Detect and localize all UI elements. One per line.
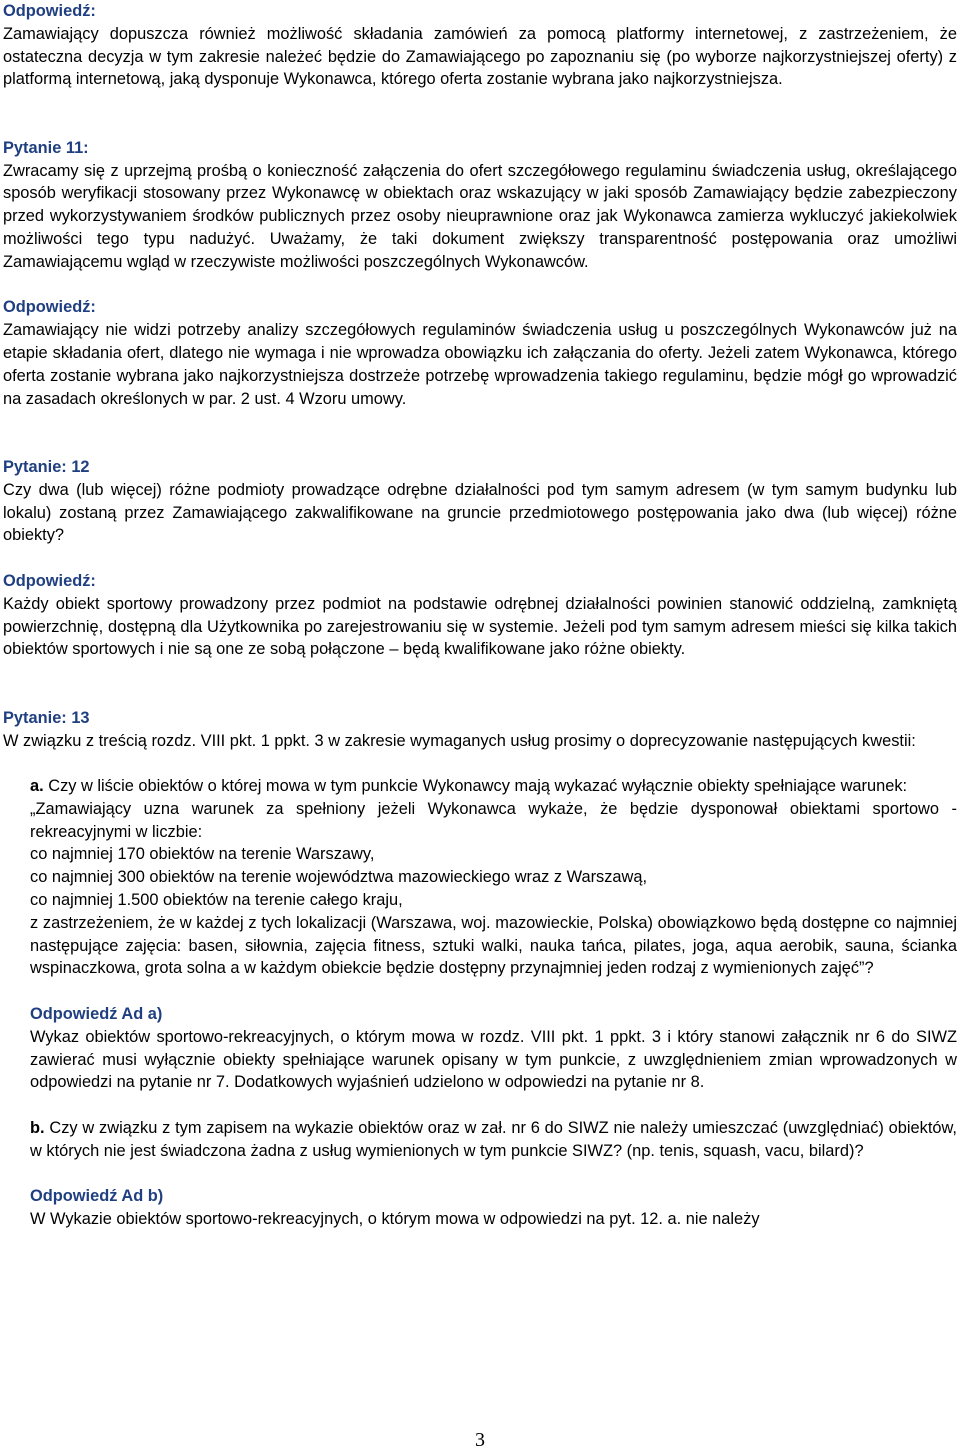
question-12-answer-text: Każdy obiekt sportowy prowadzony przez podmiot na podstawie odrębnej działalności powinien stanowić oddzielną, zamkniętą powierzchnię, dostępną dla Użytkownika po zarejestrowaniu się w systemie. Jeżeli pod tym samym adresem mieści się kilka takich obiektów sportowych i nie są one ze sobą połączone – będą kwalifikowane jako różne obiekty. — [3, 594, 957, 659]
question-12-text: Czy dwa (lub więcej) różne podmioty prowadzące odrębne działalności pod tym samym adresem (w tym samym budynku lub lokalu) zostaną przez Zamawiającego zakwalifikowane na gruncie przedmiotowego postępowania jako dwa (lub więcej) różne obiekty? — [3, 480, 957, 545]
quote-line: „Zamawiający uzna warunek za spełniony jeżeli Wykonawca wykaże, że będzie dysponował obiektami sportowo - rekreacyjnymi w liczbie: — [30, 799, 957, 841]
part-a-text: Czy w liście obiektów o której mowa w tym punkcie Wykonawcy mają wykazać wyłącznie obiekty spełniające warunek: — [43, 777, 908, 796]
part-a-answer-text: Wykaz obiektów sportowo-rekreacyjnych, o którym mowa w rozdz. VIII pkt. 1 ppkt. 3 i który stanowi załącznik nr 6 do SIWZ zawierać musi wyłącznie obiekty spełniające warunek opisany w tym punkcie, z uwzględnieniem zmian wprowadzonych w odpowiedzi na pytanie nr 7. Dodatkowych wyjaśnień udzielono w odpowiedzi na pytanie nr 8. — [30, 1027, 957, 1092]
part-b-answer-heading: Odpowiedź Ad b) — [30, 1187, 164, 1206]
part-a-answer-heading: Odpowiedź Ad a) — [30, 1005, 163, 1024]
part-b-question — [30, 1117, 957, 1163]
question-11-heading: Pytanie 11: — [3, 138, 89, 157]
intro-answer-heading: Odpowiedź: — [3, 2, 96, 20]
part-b-text: Czy w związku z tym zapisem na wykazie obiektów oraz w zał. nr 6 do SIWZ nie należy umieszczać (uwzględniać) obiektów, w których nie jest świadczona żadna z usług wymienionych w tym punkcie SIWZ? (np. tenis, squash, vacu, bilard)? — [30, 1119, 957, 1160]
question-13-part-a — [3, 775, 957, 1231]
question-11-answer-text: Zamawiający nie widzi potrzeby analizy szczegółowych regulaminów świadczenia usług u poszczególnych Wykonawców już na etapie składania ofert, dlatego nie wymaga i nie wprowadza obowiązku ich załączania do oferty. Jeżeli zatem Wykonawca, którego oferta zostanie wybrana jako najkorzystniejsza dostrzeże potrzebę wprowadzenia takiego regulaminu, będzie mógł go wprowadzić na zasadach określonych w par. 2 ust. 4 Wzoru umowy. — [3, 321, 957, 408]
question-11-text: Zwracamy się z uprzejmą prośbą o konieczność załączenia do ofert szczegółowego regulaminu świadczenia usług, określającego sposób weryfikacji stosowany przez Wykonawcę w obiektach oraz wskazujący w jaki sposób Zamawiający będzie zabezpieczony przed wykorzystywaniem środków publicznych przez osoby nieuprawnione oraz jak Wykonawca zamierza wykluczyć jakiekolwiek możliwości tego typu nadużyć. Uważamy, że taki dokument zwiększy transparentność postępowania oraz umożliwi Zamawiającemu wgląd w rzeczywiste możliwości poszczególnych Wykonawców. — [3, 161, 957, 271]
part-a-question — [30, 775, 957, 798]
question-11-answer-heading: Odpowiedź: — [3, 298, 96, 317]
quote-line: co najmniej 170 obiektów na terenie Warszawy, — [30, 845, 375, 864]
quote-line: co najmniej 300 obiektów na terenie województwa mazowieckiego wraz z Warszawą, — [30, 868, 648, 887]
question-12-heading: Pytanie: 12 — [3, 457, 90, 476]
intro-answer-text: Zamawiający dopuszcza również możliwość składania zamówień za pomocą platformy internetowej, z zastrzeżeniem, że ostateczna decyzja w tym zakresie należeć będzie do Zamawiającego po zapoznaniu się (po wyborze najkorzystniejszej oferty) z platformą internetową, jaką dysponuje Wykonawca, którego oferta zostanie wybrana jako najkorzystniejsza. — [3, 24, 957, 89]
question-13-heading: Pytanie: 13 — [3, 708, 90, 727]
quote-line: z zastrzeżeniem, że w każdej z tych lokalizacji (Warszawa, woj. mazowieckie, Polska) obowiązkowo będą dostępne co najmniej następujące zajęcia: basen, siłownia, zajęcia fitness, sztuki walki, nauka tańca, pilates, joga, aqua aerobik, sauna, ścianka wspinaczkowa, grota solna a w każdym obiekcie będzie dostępny przynajmniej jeden rodzaj z wymienionych zajęć”? — [30, 913, 957, 978]
part-b-label: b. — [30, 1119, 45, 1138]
question-12-answer-heading: Odpowiedź: — [3, 571, 96, 590]
question-13-text: W związku z treścią rozdz. VIII pkt. 1 ppkt. 3 w zakresie wymaganych usług prosimy o doprecyzowanie następujących kwestii: — [3, 731, 916, 750]
page-number: 3 — [475, 1429, 485, 1451]
part-a-label: a. — [30, 777, 44, 796]
part-b-answer-text: W Wykazie obiektów sportowo-rekreacyjnych, o którym mowa w odpowiedzi na pyt. 12. a. nie należy — [30, 1210, 760, 1229]
quote-line: co najmniej 1.500 obiektów na terenie całego kraju, — [30, 891, 403, 910]
